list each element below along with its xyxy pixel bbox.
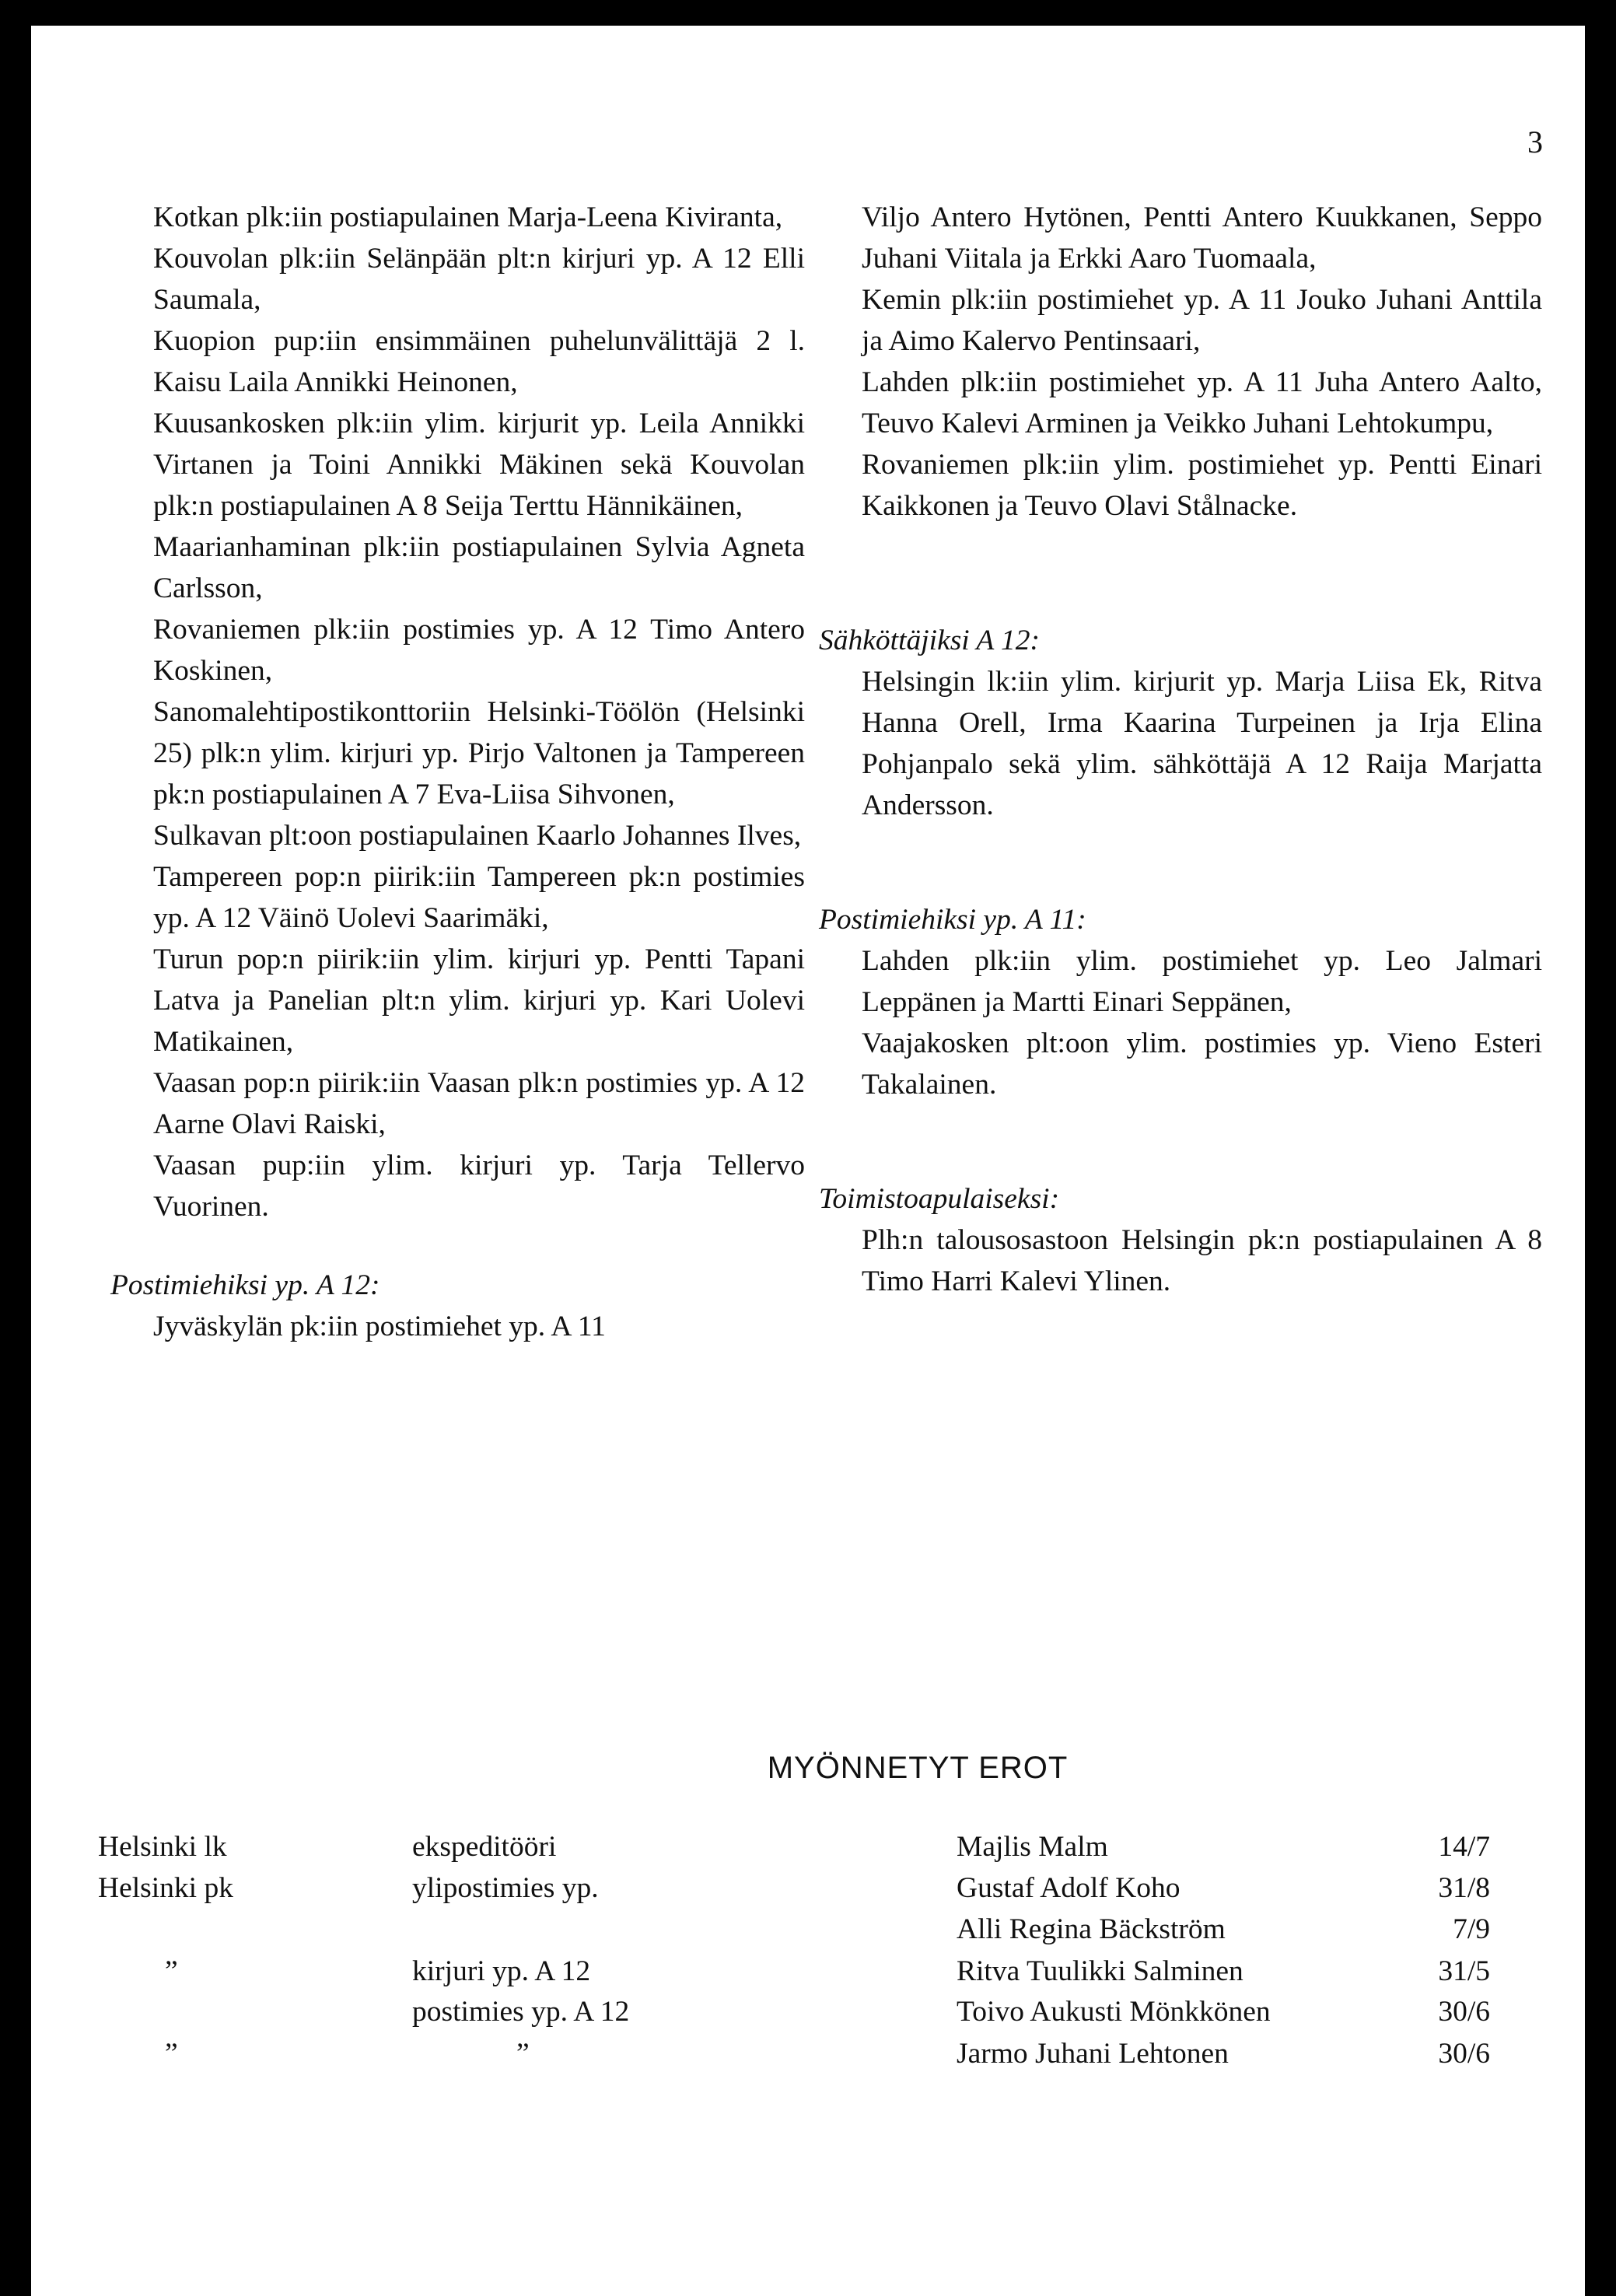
entry: Lahden plk:iin ylim. postimiehet yp. Leo Jalmari Leppänen ja Martti Einari Seppänen,: [862, 945, 1542, 1018]
office-cell: ”: [165, 2038, 178, 2070]
page-number: 3: [1527, 124, 1543, 159]
right-column: [819, 197, 1542, 1302]
position-cell: postimies yp. A 12: [412, 1996, 630, 2028]
entry: Rovaniemen plk:iin ylim. postimiehet yp. Pentti Einari Kaikkonen ja Teuvo Olavi Stålnacke.: [862, 449, 1542, 522]
document-page: [31, 26, 1585, 2296]
left-column: [110, 197, 805, 1347]
office-cell: Helsinki lk: [98, 1831, 227, 1863]
table-row: [98, 1909, 1529, 1950]
name-cell: Jarmo Juhani Lehtonen: [957, 2038, 1229, 2070]
name-cell: Alli Regina Bäckström: [957, 1913, 1226, 1945]
section-heading: Sähköttäjiksi A 12:: [819, 625, 1041, 656]
entry: Vaajakosken plt:oon ylim. postimies yp. Vieno Esteri Takalainen.: [862, 1027, 1542, 1101]
entry: Jyväskylän pk:iin postimiehet yp. A 11: [153, 1311, 606, 1342]
entry: Kouvolan plk:iin Selänpään plt:n kirjuri yp. A 12 Elli Saumala,: [153, 243, 805, 316]
entry-continuation: Viljo Antero Hytönen, Pentti Antero Kuukkanen, Seppo Juhani Viitala ja Erkki Aaro Tuomaala,: [862, 201, 1542, 275]
office-cell: Helsinki pk: [98, 1872, 233, 1904]
section-heading: Postimiehiksi yp. A 12:: [110, 1269, 380, 1301]
position-cell: ekspeditööri: [412, 1831, 557, 1863]
entry: Kotkan plk:iin postiapulainen Marja-Leena Kiviranta,: [153, 201, 783, 233]
table-row: [98, 1867, 1529, 1909]
entry: Kemin plk:iin postimiehet yp. A 11 Jouko Juhani Anttila ja Aimo Kalervo Pentinsaari,: [862, 284, 1542, 357]
entry: Kuopion pup:iin ensimmäinen puhelunvälittäjä 2 l. Kaisu Laila Annikki Heinonen,: [153, 325, 805, 398]
table-row: [98, 1826, 1529, 1867]
entry: Lahden plk:iin postimiehet yp. A 11 Juha Antero Aalto, Teuvo Kalevi Arminen ja Veikko Juhani Lehtokumpu,: [862, 366, 1542, 439]
dismissals-title: MYÖNNETYT EROT: [767, 1751, 1069, 1785]
section-heading: Postimiehiksi yp. A 11:: [819, 904, 1086, 936]
entry: Turun pop:n piirik:iin ylim. kirjuri yp. Pentti Tapani Latva ja Panelian plt:n ylim. kirjuri yp. Kari Uolevi Matikainen,: [153, 943, 805, 1058]
table-row: [98, 1991, 1529, 2032]
position-cell: ”: [516, 2038, 530, 2070]
entry: Sanomalehtipostikonttoriin Helsinki-Töölön (Helsinki 25) plk:n ylim. kirjuri yp. Pirjo Valtonen ja Tampereen pk:n postiapulainen A 7 Eva-Liisa Sihvonen,: [153, 696, 805, 810]
date-cell: 30/6: [1438, 1996, 1490, 2028]
entry: Plh:n talousosastoon Helsingin pk:n postiapulainen A 8 Timo Harri Kalevi Ylinen.: [862, 1224, 1542, 1297]
entry: Rovaniemen plk:iin postimies yp. A 12 Timo Antero Koskinen,: [153, 614, 805, 687]
entry: Vaasan pop:n piirik:iin Vaasan plk:n postimies yp. A 12 Aarne Olavi Raiski,: [153, 1067, 805, 1140]
entry: Sulkavan plt:oon postiapulainen Kaarlo Johannes Ilves,: [153, 820, 802, 852]
date-cell: 31/5: [1438, 1955, 1490, 1987]
name-cell: Ritva Tuulikki Salminen: [957, 1955, 1243, 1987]
name-cell: Gustaf Adolf Koho: [957, 1872, 1181, 1904]
office-cell: ”: [165, 1955, 178, 1987]
entry: Tampereen pop:n piirik:iin Tampereen pk:n postimies yp. A 12 Väinö Uolevi Saarimäki,: [153, 861, 805, 934]
date-cell: 31/8: [1438, 1872, 1490, 1904]
date-cell: 30/6: [1438, 2038, 1490, 2070]
name-cell: Toivo Aukusti Mönkkönen: [957, 1996, 1271, 2028]
entry: Maarianhaminan plk:iin postiapulainen Sylvia Agneta Carlsson,: [153, 531, 805, 604]
entry: Kuusankosken plk:iin ylim. kirjurit yp. Leila Annikki Virtanen ja Toini Annikki Mäkinen sekä Kouvolan plk:n postiapulainen A 8 Seija Terttu Hännikäinen,: [153, 408, 805, 522]
position-cell: ylipostimies yp.: [412, 1872, 599, 1904]
position-cell: kirjuri yp. A 12: [412, 1955, 591, 1987]
entry: Helsingin lk:iin ylim. kirjurit yp. Marja Liisa Ek, Ritva Hanna Orell, Irma Kaarina Turpeinen ja Irja Elina Pohjanpalo sekä ylim. sähköttäjä A 12 Raija Marjatta Andersson.: [862, 666, 1542, 821]
section-heading: Toimistoapulaiseksi:: [819, 1183, 1060, 1215]
entry: Vaasan pup:iin ylim. kirjuri yp. Tarja Tellervo Vuorinen.: [153, 1150, 805, 1223]
table-row: [98, 2033, 1529, 2074]
date-cell: 7/9: [1453, 1913, 1490, 1945]
date-cell: 14/7: [1438, 1831, 1490, 1863]
name-cell: Majlis Malm: [957, 1831, 1108, 1863]
table-row: [98, 1951, 1529, 1992]
